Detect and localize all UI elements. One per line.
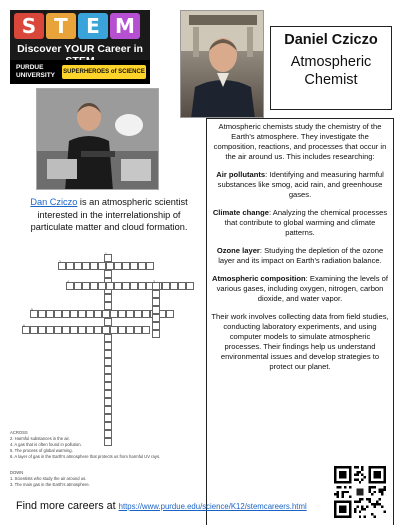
crossword-cell[interactable]	[54, 310, 62, 318]
topic-desc: : Examining the levels of various gases, including oxygen, nitrogen, carbon dioxide, and water vapor.	[216, 274, 388, 303]
crossword-cell[interactable]	[46, 310, 54, 318]
crossword-cell[interactable]	[114, 262, 122, 270]
career-info-box	[206, 118, 394, 525]
topic-atmospheric-composition	[211, 274, 389, 304]
crossword-cell[interactable]	[166, 310, 174, 318]
crossword-cell[interactable]	[186, 282, 194, 290]
crossword-cell[interactable]	[104, 302, 112, 310]
stem-letter-t: T	[46, 13, 76, 39]
crossword-cell[interactable]	[78, 326, 86, 334]
crossword-cell[interactable]	[38, 326, 46, 334]
crossword-cell[interactable]	[78, 310, 86, 318]
crossword-cell[interactable]	[38, 310, 46, 318]
crossword-cell[interactable]	[118, 326, 126, 334]
info-closing: Their work involves collecting data from field studies, conducting laboratory experiments, and using computer models to simulate atmospheric processes. Their findings help us understand environmental issues and develop strategies to protect our planet.	[211, 312, 389, 371]
crossword-cell[interactable]	[134, 326, 142, 334]
topic-term: Atmospheric composition	[212, 274, 306, 283]
crossword-cell[interactable]	[104, 406, 112, 414]
crossword-cell[interactable]	[126, 310, 134, 318]
footer	[16, 500, 307, 512]
stem-letter-s: S	[14, 13, 44, 39]
crossword-cell[interactable]	[152, 306, 160, 314]
crossword-cell[interactable]	[104, 382, 112, 390]
down-header: DOWN	[10, 470, 24, 475]
crossword-cell[interactable]	[82, 282, 90, 290]
crossword-cell[interactable]	[104, 374, 112, 382]
crossword-clues	[10, 428, 200, 488]
across-clue: 4. A gas that is often found in pollution.	[10, 442, 82, 447]
topic-desc: : Identifying and measuring harmful substances like smog, acid rain, and greenhouse gases.	[217, 170, 384, 199]
crossword-cell[interactable]	[142, 326, 150, 334]
topic-ozone-layer	[211, 246, 389, 266]
crossword-cell[interactable]	[90, 282, 98, 290]
purdue-logo: PURDUE UNIVERSITY	[16, 64, 56, 79]
crossword-cell[interactable]	[86, 310, 94, 318]
intro-text: is an atmospheric scientist interested in the interrelationship of particulate matter and cloud formation.	[30, 197, 188, 232]
across-clue: 6. A layer of gas in the Earth's atmosphere that protects us from harmful UV rays.	[10, 454, 161, 459]
crossword-cell[interactable]	[106, 282, 114, 290]
scientist-profile-link[interactable]: Dan Cziczo	[30, 197, 78, 207]
topic-climate-change	[211, 208, 389, 238]
crossword-cell[interactable]	[152, 290, 160, 298]
crossword-cell[interactable]	[104, 414, 112, 422]
crossword-cell[interactable]	[86, 326, 94, 334]
topic-term: Air pollutants	[216, 170, 266, 179]
crossword-cell[interactable]	[106, 262, 114, 270]
footer-text: Find more careers at	[16, 500, 119, 512]
topic-desc: : Analyzing the chemical processes that contribute to global warming and climate patterns.	[224, 208, 388, 237]
down-clue: 3. The main gas in the Earth's atmosphere.	[10, 482, 90, 487]
crossword-cell[interactable]	[138, 282, 146, 290]
crossword-cell[interactable]	[98, 282, 106, 290]
crossword-cell[interactable]	[98, 262, 106, 270]
crossword-clue-number: 4	[67, 280, 69, 284]
crossword-cell[interactable]	[114, 282, 122, 290]
crossword-cell[interactable]	[104, 342, 112, 350]
crossword-cell[interactable]	[62, 326, 70, 334]
careers-link[interactable]: https://www.purdue.edu/science/K12/stemcareers.html	[118, 502, 307, 511]
crossword-grid	[0, 0, 206, 430]
crossword-cell[interactable]	[94, 310, 102, 318]
topic-term: Climate change	[212, 208, 269, 217]
crossword-clue-number: 1	[105, 252, 107, 256]
crossword-cell[interactable]	[94, 326, 102, 334]
scientist-name: Daniel Cziczo	[284, 32, 378, 48]
crossword-cell[interactable]	[104, 398, 112, 406]
topic-desc: : Studying the depletion of the ozone layer and its impact on Earth's radiation balance.	[218, 246, 384, 265]
crossword-cell[interactable]	[138, 262, 146, 270]
crossword-cell[interactable]	[130, 282, 138, 290]
crossword-cell[interactable]	[104, 334, 112, 342]
crossword-cell[interactable]	[162, 282, 170, 290]
crossword-cell[interactable]	[152, 314, 160, 322]
scientist-name-box	[270, 26, 392, 110]
crossword-cell[interactable]	[30, 326, 38, 334]
crossword-cell[interactable]	[104, 294, 112, 302]
stem-letter-m: M	[110, 13, 140, 39]
topic-term: Ozone layer	[216, 246, 260, 255]
crossword-cell[interactable]	[62, 310, 70, 318]
crossword-cell[interactable]	[126, 326, 134, 334]
scientist-title: Atmospheric Chemist	[290, 54, 372, 88]
superheroes-logo: SUPERHEROES of SCIENCE	[62, 65, 146, 79]
info-intro: Atmospheric chemists study the chemistry of the Earth's atmosphere. They investigate the composition, reactions, and processes that occur in the air around us. This includes researching:	[213, 122, 387, 161]
crossword-clue-number: 2	[59, 260, 61, 264]
crossword-cell[interactable]	[110, 310, 118, 318]
crossword-cell[interactable]	[134, 310, 142, 318]
crossword-cell[interactable]	[102, 310, 110, 318]
crossword-cell[interactable]	[46, 326, 54, 334]
down-clue: 1. Scientists who study the air around us.	[10, 476, 87, 481]
stem-letter-e: E	[78, 13, 108, 39]
crossword-cell[interactable]	[104, 366, 112, 374]
crossword-cell[interactable]	[122, 282, 130, 290]
crossword-cell[interactable]	[170, 282, 178, 290]
across-header: ACROSS	[10, 430, 28, 435]
crossword-cell[interactable]	[70, 310, 78, 318]
crossword-cell[interactable]	[102, 326, 110, 334]
crossword-cell[interactable]	[110, 326, 118, 334]
crossword-cell[interactable]	[118, 310, 126, 318]
crossword-cell[interactable]	[104, 270, 112, 278]
crossword-cell[interactable]	[70, 326, 78, 334]
crossword-cell[interactable]	[152, 330, 160, 338]
banner-tagline: Discover YOUR Career in	[17, 43, 143, 55]
crossword-cell[interactable]	[146, 262, 154, 270]
crossword-cell[interactable]	[178, 282, 186, 290]
crossword-clue-number: 3	[153, 280, 155, 284]
crossword-cell[interactable]	[152, 322, 160, 330]
crossword-cell[interactable]	[104, 318, 112, 326]
crossword-cell[interactable]	[104, 358, 112, 366]
across-clue: 2. Harmful substances in the air.	[10, 436, 70, 441]
crossword-cell[interactable]	[142, 310, 150, 318]
crossword-cell[interactable]	[90, 262, 98, 270]
crossword-cell[interactable]	[104, 390, 112, 398]
crossword-cell[interactable]	[152, 298, 160, 306]
crossword-cell[interactable]	[104, 350, 112, 358]
crossword-cell[interactable]	[82, 262, 90, 270]
crossword-cell[interactable]	[54, 326, 62, 334]
crossword-cell[interactable]	[66, 262, 74, 270]
crossword-cell[interactable]	[74, 282, 82, 290]
qr-code[interactable]	[334, 466, 386, 518]
topic-air-pollutants	[211, 170, 389, 200]
crossword-cell[interactable]	[74, 262, 82, 270]
across-clue: 5. The process of global warming.	[10, 448, 73, 453]
crossword-clue-number: 5	[31, 308, 33, 312]
crossword-cell[interactable]	[130, 262, 138, 270]
crossword-cell[interactable]	[122, 262, 130, 270]
crossword-clue-number: 6	[23, 324, 25, 328]
